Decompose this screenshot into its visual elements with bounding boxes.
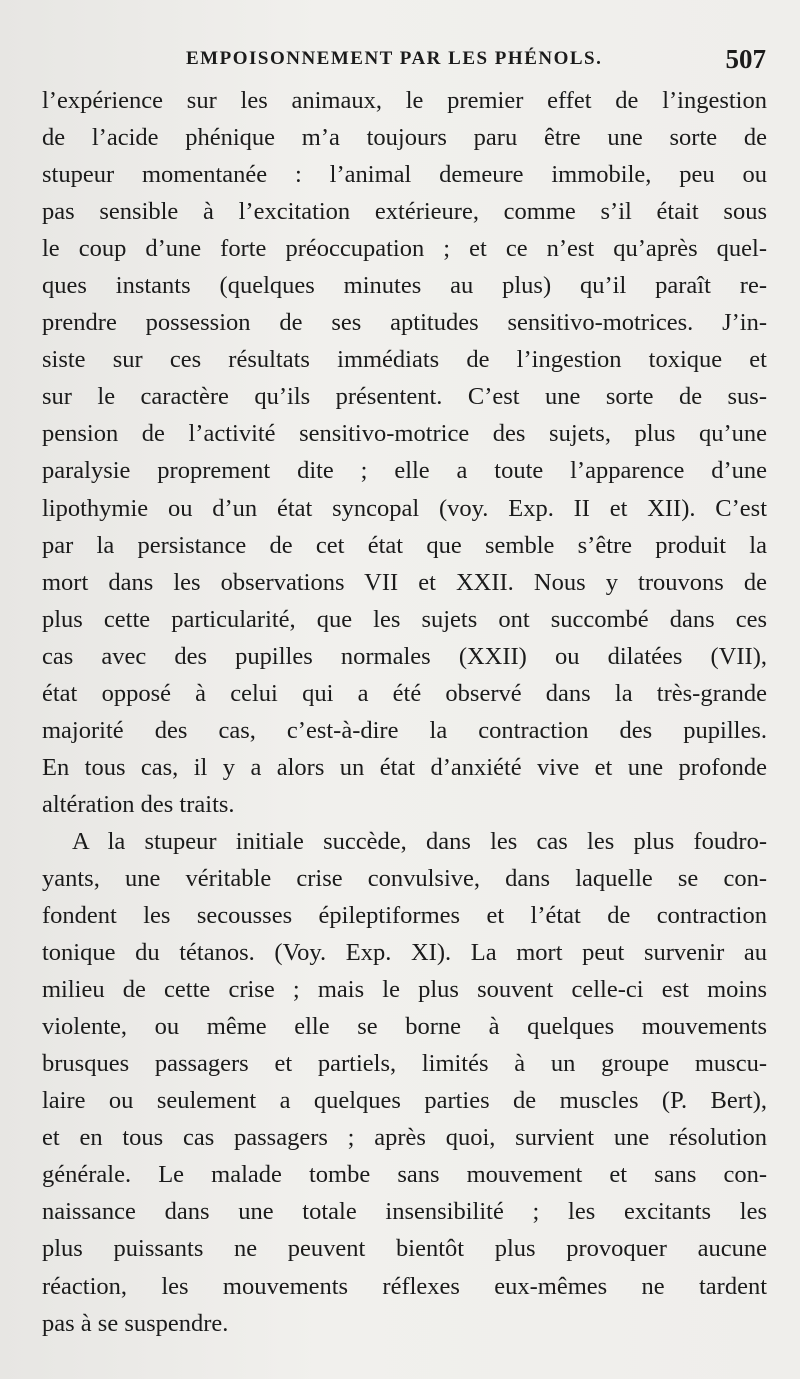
text-line: le coup d’une forte préoccupation ; et ce n’est qu’après quel- — [42, 235, 767, 263]
text-line: violente, ou même elle se borne à quelques mouvements — [42, 1013, 767, 1041]
text-line: tonique du tétanos. (Voy. Exp. XI). La mort peut survenir au — [42, 939, 767, 967]
text-line: et en tous cas passagers ; après quoi, survient une résolution — [42, 1124, 767, 1152]
text-line: pas sensible à l’excitation extérieure, comme s’il était sous — [42, 198, 767, 226]
text-line: pas à se suspendre. — [42, 1309, 229, 1337]
text-line: brusques passagers et partiels, limités à un groupe muscu- — [42, 1050, 767, 1078]
text-line: En tous cas, il y a alors un état d’anxiété vive et une profonde — [42, 753, 767, 781]
text-line: par la persistance de cet état que semble s’être produit la — [42, 531, 767, 559]
text-line: altération des traits. — [42, 790, 235, 818]
text-line: réaction, les mouvements réflexes eux-mêmes ne tardent — [42, 1272, 767, 1300]
text-line: l’expérience sur les animaux, le premier effet de l’ingestion — [42, 87, 767, 114]
body-text — [42, 82, 767, 1342]
text-line: paralysie proprement dite ; elle a toute l’apparence d’une — [42, 457, 767, 485]
text-line: sur le caractère qu’ils présentent. C’est une sorte de sus- — [42, 383, 767, 411]
text-line: ques instants (quelques minutes au plus) qu’il paraît re- — [42, 272, 767, 300]
text-line: plus cette particularité, que les sujets ont succombé dans ces — [42, 605, 767, 633]
paragraph-2 — [42, 823, 767, 1342]
text-line: yants, une véritable crise convulsive, dans laquelle se con- — [42, 864, 767, 892]
text-line: fondent les secousses épileptiformes et l’état de contraction — [42, 902, 767, 930]
page-number: 507 — [725, 44, 766, 74]
text-line: état opposé à celui qui a été observé dans la très-grande — [42, 679, 767, 707]
text-line: générale. Le malade tombe sans mouvement et sans con- — [42, 1161, 767, 1189]
text-line: plus puissants ne peuvent bientôt plus provoquer aucune — [42, 1235, 767, 1263]
running-header — [44, 44, 766, 80]
text-line: prendre possession de ses aptitudes sensitivo-motrices. J’in- — [42, 309, 767, 337]
text-line: cas avec des pupilles normales (XXII) ou dilatées (VII), — [42, 642, 767, 670]
text-line: mort dans les observations VII et XXII. Nous y trouvons de — [42, 568, 767, 596]
text-line: lipothymie ou d’un état syncopal (voy. Exp. II et XII). C’est — [42, 494, 767, 522]
text-line: siste sur ces résultats immédiats de l’ingestion toxique et — [42, 346, 767, 374]
running-title: EMPOISONNEMENT PAR LES PHÉNOLS. — [186, 48, 603, 69]
text-line: milieu de cette crise ; mais le plus souvent celle-ci est moins — [42, 976, 767, 1004]
text-line: naissance dans une totale insensibilité ; les excitants les — [42, 1198, 767, 1226]
text-line: A la stupeur initiale succède, dans les cas les plus foudro- — [72, 827, 767, 855]
text-line: majorité des cas, c’est-à-dire la contraction des pupilles. — [42, 716, 767, 744]
text-line: laire ou seulement a quelques parties de muscles (P. Bert), — [42, 1087, 767, 1115]
text-line: de l’acide phénique m’a toujours paru être une sorte de — [42, 124, 767, 152]
paragraph-1 — [42, 82, 767, 823]
text-line: stupeur momentanée : l’animal demeure immobile, peu ou — [42, 161, 767, 189]
text-line: pension de l’activité sensitivo-motrice des sujets, plus qu’une — [42, 420, 767, 448]
